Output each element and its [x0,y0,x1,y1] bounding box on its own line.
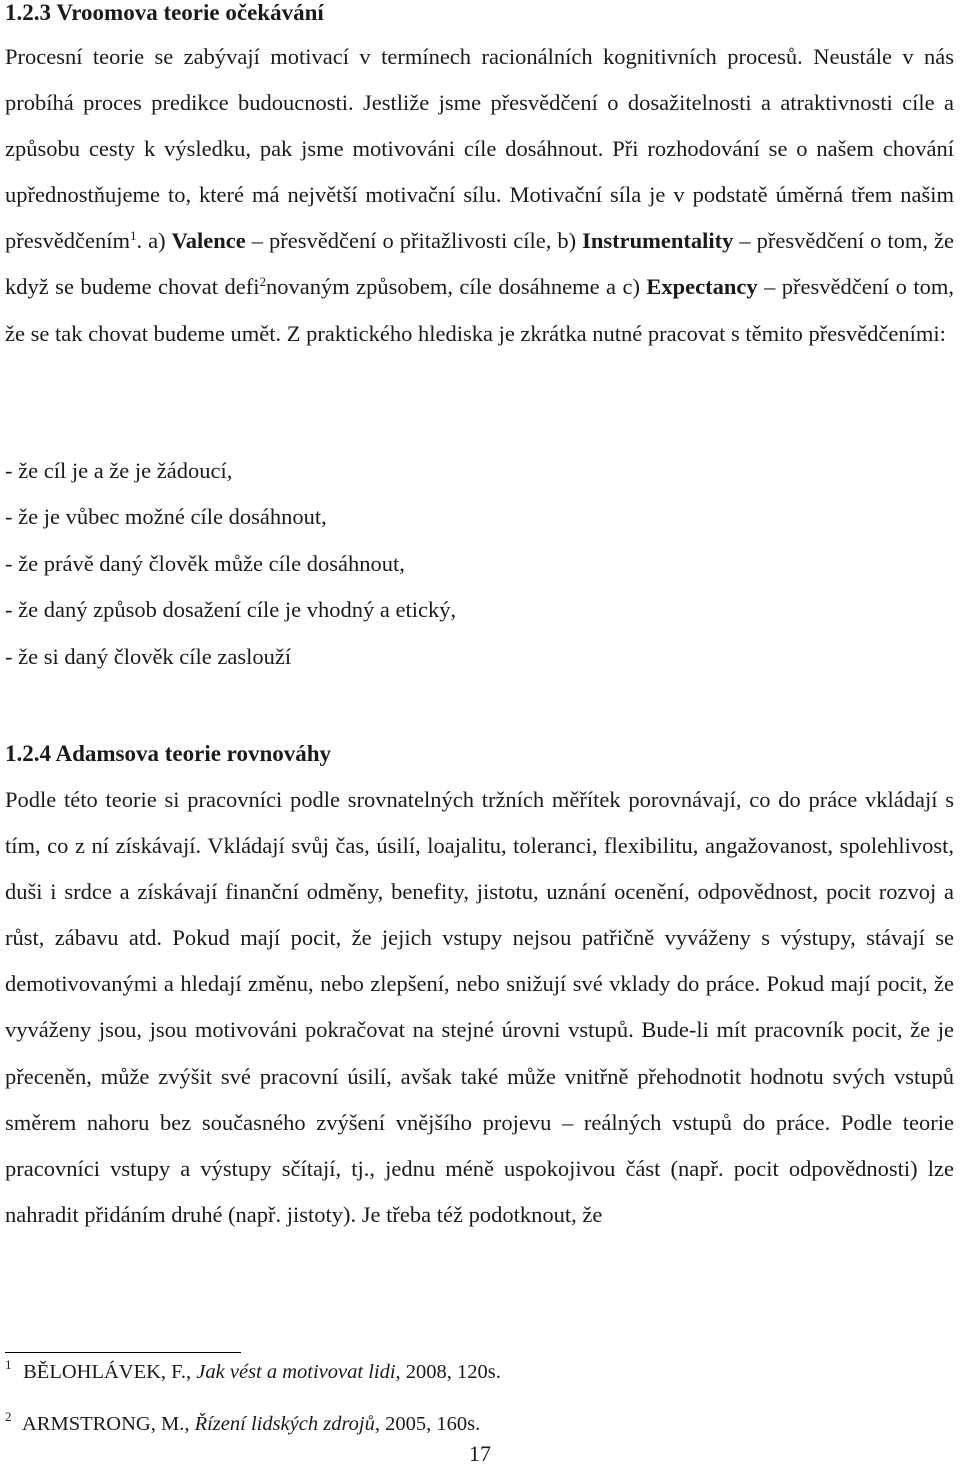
footnote: 1 BĚLOHLÁVEK, F., Jak vést a motivovat lidi, 2008, 120s. [5,1357,501,1383]
footnote-title: Jak vést a motivovat lidi [196,1361,396,1383]
paragraph-text: . a) [136,228,172,254]
footnote-details: , 2005, 160s. [374,1413,481,1435]
list-item: - že cíl je a že je žádoucí, [5,458,233,483]
list-item: - že právě daný člověk může cíle dosáhnout, [5,550,405,576]
footnote-author: BĚLOHLÁVEK, F., [23,1361,192,1383]
footnote-reference: 1 [129,228,137,244]
page-number: 17 [469,1441,491,1466]
footnote-author: ARMSTRONG, M., [22,1413,190,1435]
belief-list [5,448,456,680]
paragraph-text: – přesvědčení o přitažlivosti cíle, b) [245,228,583,254]
term-expectancy: Expectancy [646,274,758,300]
footnote-details: , 2008, 120s. [395,1361,501,1383]
list-item: - že daný způsob dosažení cíle je vhodný a etický, [5,597,457,623]
paragraph-adams-theory: Podle této teorie si pracovníci podle srovnatelných tržních měřítek porovnávají, co do práce vkládají s tím, co z ní získávají. Vkládají svůj čas, úsilí, loajalitu, toleranci, flexibilitu, angažovanost, spolehlivost, duši i srdce a získávají finanční odměny, benefity, jistotu, uznání ocenění, odpovědnost, pocit rozvoj a růst, zábavu atd. Pokud mají pocit, že jejich vstupy nejsou patřičně vyváženy s výstupy, stávají se demotivovanými a hledají změnu, nebo zlepšení, nebo snižují své vklady do práce. Pokud mají pocit, že vyváženy jsou, jsou motivováni pokračovat na stejné úrovni vstupů. Bude-li mít pracovník pocit, že je přeceněn, může zvýšit své pracovní úsilí, avšak také může vnitřně přehodnotit hodnotu svých vstupů směrem nahoru bez současného zvýšení vnějšího projevu – reálných vstupů do práce. Podle teorie pracovníci vstupy a výstupy sčítají, tj., jednu méně uspokojivou část (např. pocit odpovědnosti) lze nahradit přidáním druhé (např. jistoty). Je třeba též podotknout, že [5,787,954,1227]
list-item: - že si daný člověk cíle zaslouží [5,643,292,669]
paragraph-text: Procesní teorie se zabývají motivací v termínech racionálních kognitivních procesů. Neustále v nás probíhá proces predikce budoucnosti. Jestliže jsme přesvědčení o dosažitelnosti a atraktivnosti cíle a způsobu cesty k výsledku, pak jsme motivováni cíle dosáhnout. Při rozhodování se o našem chování upřednostňujeme to, které má největší motivační sílu. Motivační síla je v podstatě úměrná třem našim přesvědčením [5,44,954,254]
term-instrumentality: Instrumentality [582,228,734,254]
list-item: - že je vůbec možné cíle dosáhnout, [5,504,327,530]
section-heading-adams: 1.2.4 Adamsova teorie rovnováhy [5,741,332,766]
footnote: 2 ARMSTRONG, M., Řízení lidských zdrojů, 2005, 160s. [5,1409,481,1435]
footnote-reference: 2 [259,274,266,290]
paragraph-text: – přesvědčení o tom, že se tak chovat budeme umět. Z praktického hlediska je zkrátka nutné pracovat s těmito přesvědčeními: [5,274,954,346]
paragraph-text: – přesvědčení o tom, že když se budeme chovat defi [5,228,955,300]
footnote-title: Řízení lidských zdrojů [194,1413,375,1435]
paragraph-text: novaným způsobem, cíle dosáhneme a c) [265,274,647,300]
section-heading-vroom: 1.2.3 Vroomova teorie očekávání [5,0,324,25]
term-valence: Valence [171,228,246,254]
paragraph-vroom-theory [5,34,954,357]
footnote-separator [5,1352,241,1353]
